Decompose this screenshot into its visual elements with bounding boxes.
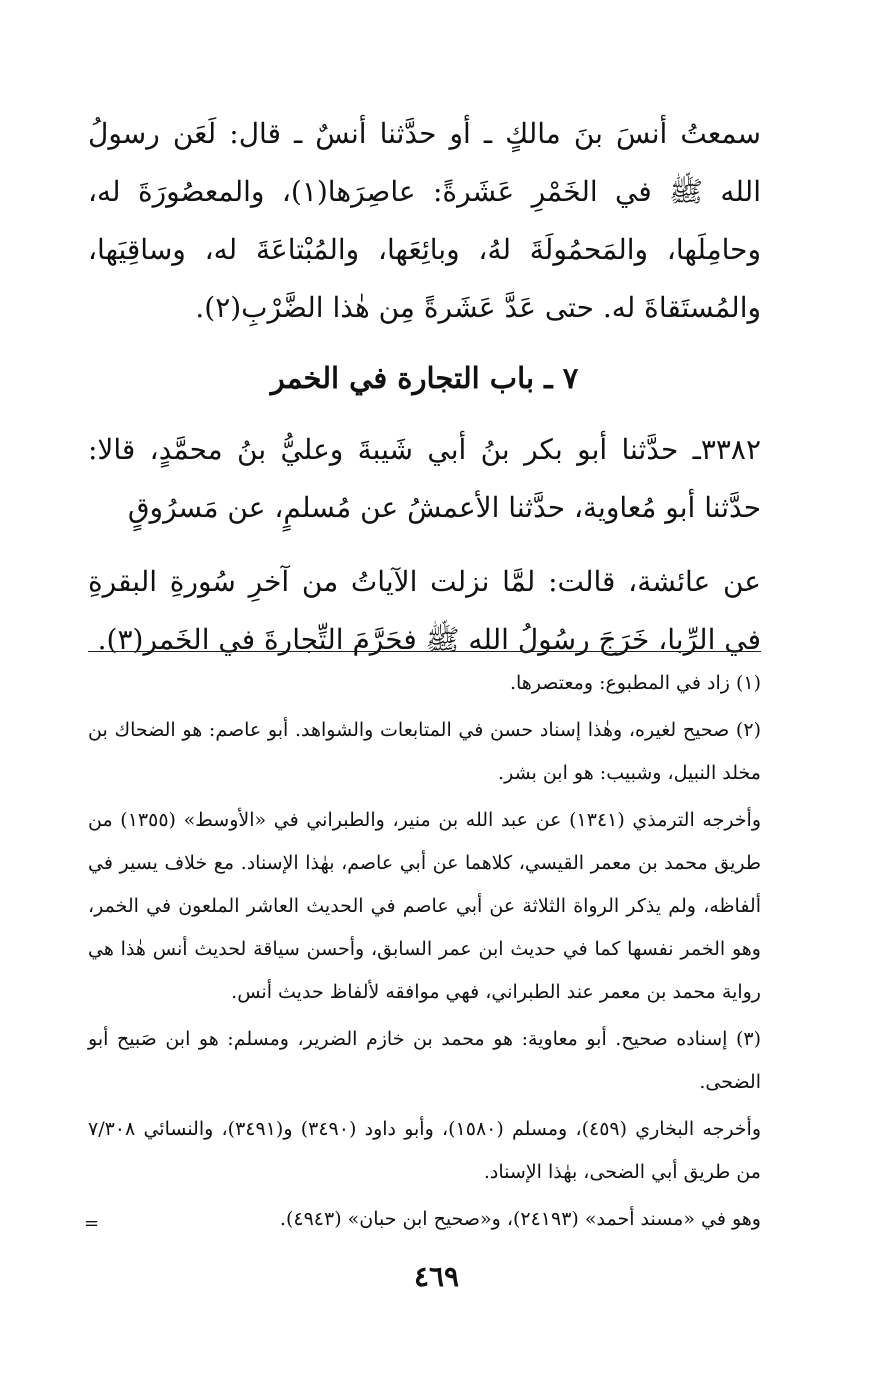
page-number: ٤٦٩ <box>413 1260 460 1293</box>
footnote-3-takhrij: وأخرجه البخاري (٤٥٩)، ومسلم (١٥٨٠)، وأبو داود (٣٤٩٠) و(٣٤٩١)، والنسائي ٧/٣٠٨ من طريق أبي الضحى، بهٰذا الإسناد. <box>88 1118 761 1183</box>
continuation-mark: = <box>84 1213 100 1234</box>
main-text <box>88 105 761 685</box>
footnote-3: (٣) إسناده صحيح. أبو معاوية: هو محمد بن خازم الضرير، ومسلم: هو ابن صَبيح أبو الضحى. <box>88 1028 761 1093</box>
hadith-matn-3382: عن عائشة، قالت: لمَّا نزلت الآياتُ من آخرِ سُورةِ البقرةِ في الرِّبا، خَرَجَ رسُولُ الله ﷺ فحَرَّمَ التِّجارةَ في الخَمر(٣). <box>88 565 761 656</box>
hadith-isnad-3382: ٣٣٨٢ـ حدَّثنا أبو بكر بنُ أبي شَيبةَ وعليُّ بنُ محمَّدٍ، قالا: حدَّثنا أبو مُعاوية، حدَّثنا الأعمشُ عن مُسلمٍ، عن مَسرُوقٍ <box>88 433 761 524</box>
footnote-2-takhrij: وأخرجه الترمذي (١٣٤١) عن عبد الله بن منير، والطبراني في «الأوسط» (١٣٥٥) من طريق محمد بن معمر القيسي، كلاهما عن أبي عاصم، بهٰذا الإسناد. مع خلاف يسير في ألفاظه، ولم يذكر الرواة الثلاثة عن أبي عاصم في الحديث العاشر الملعون في الخمر، وهو الخمر نفسها كما في حديث ابن عمر السابق، وأحسن سياقة لحديث أنس هٰذا هي رواية محمد بن معمر عند الطبراني، فهي موافقه لألفاظ حديث أنس. <box>88 809 762 1003</box>
footnote-divider <box>88 651 761 652</box>
footnote-2: (٢) صحيح لغيره، وهٰذا إسناد حسن في المتابعات والشواهد. أبو عاصم: هو الضحاك بن مخلد النبيل، وشبيب: هو ابن بشر. <box>88 719 761 784</box>
footnote-1: (١) زاد في المطبوع: ومعتصرها. <box>509 672 761 694</box>
footnotes <box>88 662 761 1245</box>
footnote-3-reference: وهو في «مسند أحمد» (٢٤١٩٣)، و«صحيح ابن حبان» (٤٩٤٣). <box>279 1208 761 1230</box>
hadith-paragraph-1: سمعتُ أنسَ بنَ مالكٍ ـ أو حدَّثنا أنسٌ ـ قال: لَعَن رسولُ الله ﷺ في الخَمْرِ عَشَرةً: عاصِرَها(١)، والمعصُورَةَ له، وحامِلَها، والمَحمُولَةَ لهُ، وبائِعَها، والمُبْتاعَةَ له، وساقِيَها، والمُستَقاةَ له. حتى عَدَّ عَشَرةً مِن هٰذا الضَّرْبِ(٢). <box>88 117 761 324</box>
chapter-heading: ٧ ـ باب التجارة في الخمر <box>270 361 579 395</box>
